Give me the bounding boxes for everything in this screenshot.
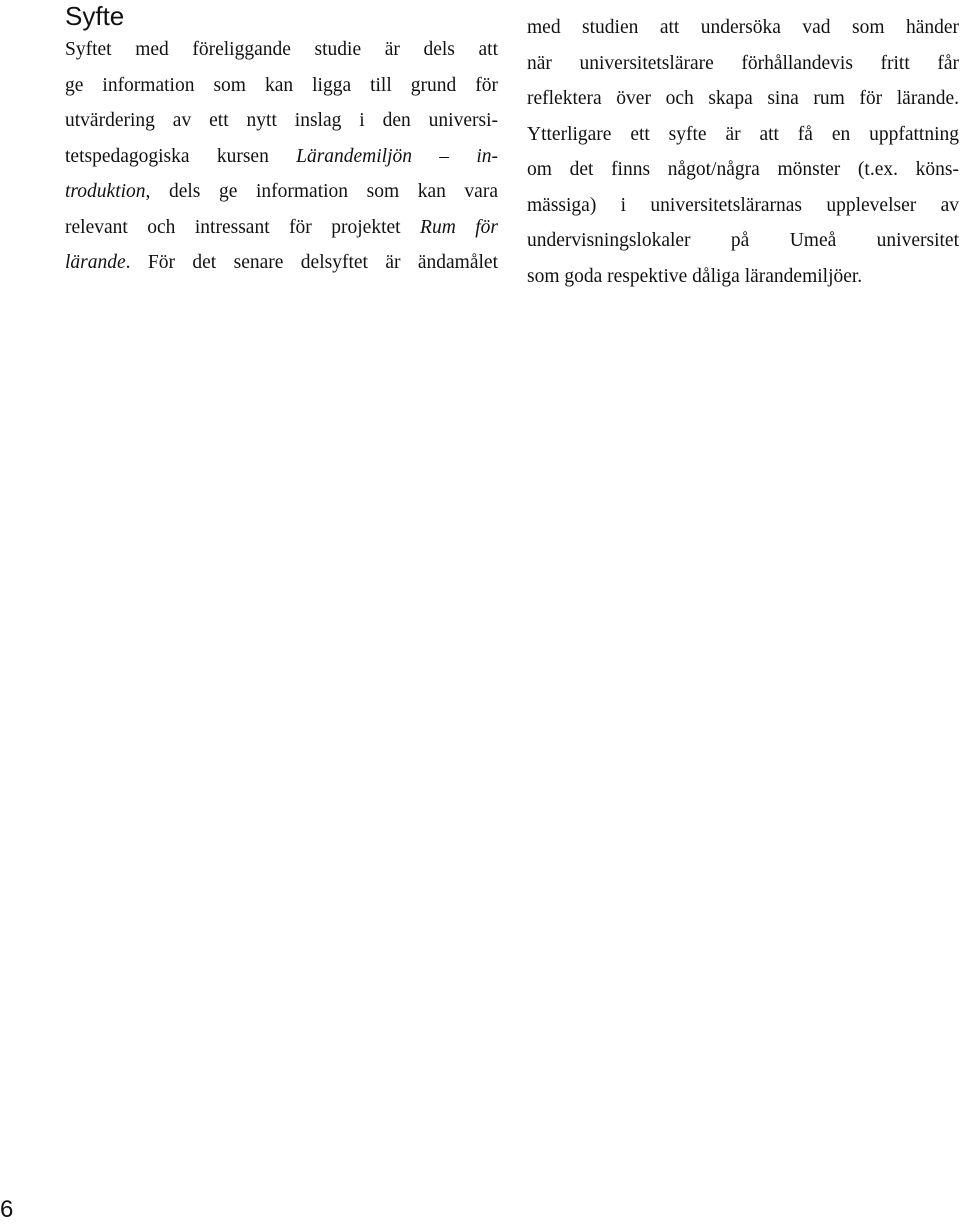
text-line: med studien att undersöka vad som händer — [527, 17, 959, 38]
text-line — [65, 210, 498, 246]
text-line: ge information som kan ligga till grund för — [65, 74, 498, 96]
text-line — [65, 245, 498, 281]
text-run: relevant och intressant för projektet — [65, 216, 421, 238]
course-title-italic: troduktion — [65, 181, 146, 202]
text-line: Syftet med föreliggande studie är dels att — [65, 39, 498, 60]
text-line: när universitetslärare förhållandevis fritt får — [527, 52, 959, 74]
text-line: undervisningslokaler på Umeå universitet — [527, 230, 959, 251]
text-run: tetspedagogiska kursen — [65, 145, 297, 167]
left-text-column — [65, 32, 498, 281]
project-title-italic: lärande — [65, 252, 126, 273]
text-line — [65, 174, 498, 210]
text-line — [65, 139, 498, 175]
right-text-column — [527, 10, 959, 294]
text-line: reflektera över och skapa sina rum för lärande. — [527, 88, 959, 109]
text-line: Ytterligare ett syfte är att få en uppfattning — [527, 123, 959, 145]
section-heading: Syfte — [65, 1, 125, 31]
project-title-italic: Rum för — [420, 216, 499, 238]
text-run: . För det senare delsyftet är ändamålet — [125, 252, 498, 273]
text-line: om det finns något/några mönster (t.ex. köns- — [527, 159, 959, 180]
text-run: , dels ge information som kan vara — [145, 181, 498, 202]
page-number: 6 — [0, 1196, 14, 1223]
text-line: utvärdering av ett nytt inslag i den universi- — [65, 110, 498, 131]
text-line: mässiga) i universitetslärarnas upplevelser av — [527, 194, 959, 216]
course-title-italic: Lärandemiljön – in- — [296, 145, 498, 167]
text-line: som goda respektive dåliga lärandemiljöer. — [527, 265, 863, 287]
